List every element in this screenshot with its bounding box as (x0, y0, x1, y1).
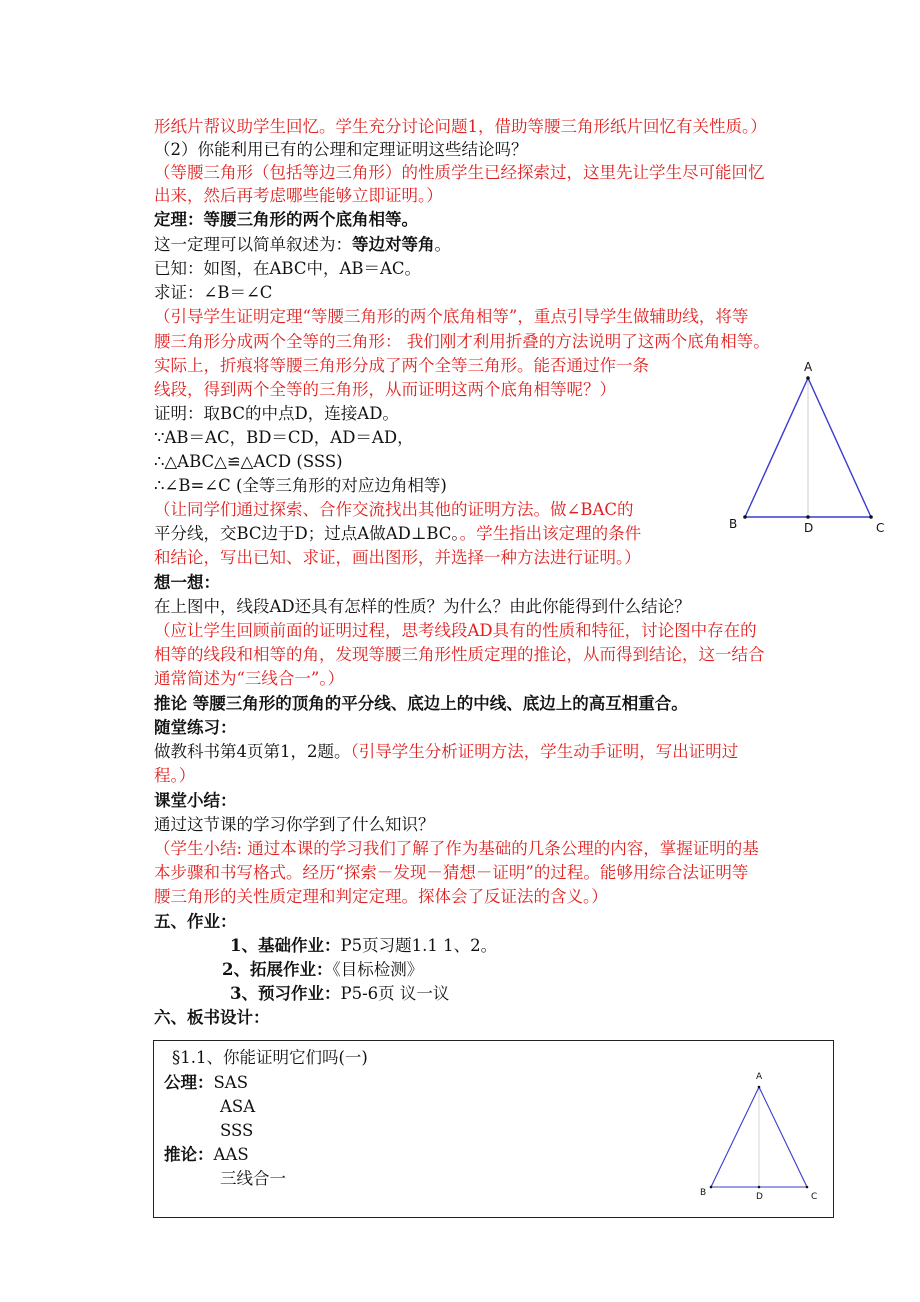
section-heading: 想一想： (154, 573, 220, 592)
corollary-heading: 推论 等腰三角形的顶角的平分线、底边上的中线、底边上的高互相重合。 (154, 694, 688, 713)
vertex-label-a: A (804, 360, 813, 374)
text-line: 程。） (154, 766, 196, 785)
text-line: 形纸片帮议助学生回忆。学生充分讨论问题1，借助等腰三角形纸片回忆有关性质。） (154, 117, 767, 136)
theorem-heading: 定理：等腰三角形的两个底角相等。 (154, 210, 418, 229)
board-label-a: A (756, 1072, 763, 1082)
section-heading: 课堂小结： (154, 791, 237, 810)
text-line: 证明：取BC的中点D，连接AD。 (154, 404, 399, 423)
board-label-d: D (756, 1192, 763, 1202)
homework-item: 1、基础作业：P5页习题1.1 1、2。 (230, 936, 498, 955)
section-heading: 五、作业： (154, 912, 237, 931)
text-line: 已知：如图，在ABC中，AB＝AC。 (154, 259, 422, 278)
text-line: 本步骤和书写格式。经历“探索－发现－猜想－证明”的过程。能够用综合法证明等 (154, 863, 749, 882)
blackboard-design-box (153, 1040, 834, 1218)
board-corollary: 三线合一 (220, 1169, 286, 1188)
section-heading: 六、板书设计： (154, 1008, 270, 1027)
vertex-label-c: C (876, 521, 885, 535)
text-line: 线段，得到两个全等的三角形，从而证明这两个底角相等呢？） (154, 380, 616, 399)
board-axiom-row: 公理：SAS (164, 1073, 249, 1092)
homework-item: 3、预习作业：P5-6页 议一议 (230, 984, 450, 1003)
text-line: ∴∠B=∠C (全等三角形的对应边角相等) (154, 476, 447, 495)
text-line: 出来，然后再考虑哪些能够立即证明。） (154, 186, 443, 205)
text-line: 腰三角形的关性质定理和判定定理。探体会了反证法的含义。） (154, 887, 608, 906)
text-line: 做教科书第4页第1，2题。（引导学生分析证明方法，学生动手证明，写出证明过 (154, 742, 739, 761)
board-corollary-row: 推论：AAS (164, 1145, 249, 1164)
text-line: ∵AB＝AC，BD＝CD，AD＝AD， (154, 428, 414, 447)
text-line: （等腰三角形（包括等边三角形）的性质学生已经探索过，这里先让学生尽可能回忆 (154, 163, 765, 182)
board-axiom: SSS (220, 1121, 254, 1140)
vertex-label-b: B (729, 517, 738, 531)
text-line: （应让学生回顾前面的证明过程，思考线段AD具有的性质和特征，讨论图中存在的 (154, 621, 757, 640)
text-line: （引导学生证明定理“等腰三角形的两个底角相等”，重点引导学生做辅助线，将等 (154, 307, 749, 326)
text-line: 这一定理可以简单叙述为：等边对等角。 (154, 235, 451, 254)
text-line: 相等的线段和相等的角，发现等腰三角形性质定理的推论，从而得到结论，这一结合 (154, 645, 765, 664)
section-heading: 随堂练习： (154, 718, 237, 737)
text-line: 平分线，交BC边于D；过点A做AD⊥BC。。学生指出该定理的条件 (154, 524, 642, 543)
text-line: 实际上，折痕将等腰三角形分成了两个全等三角形。能否通过作一条 (154, 356, 649, 375)
text-line: 求证：∠B＝∠C (154, 283, 273, 302)
text-line: 腰三角形分成两个全等的三角形： 我们刚才利用折叠的方法说明了这两个底角相等。 (154, 332, 770, 351)
board-label-c: C (811, 1192, 818, 1202)
board-axiom: ASA (220, 1097, 256, 1116)
text-line: ∴△ABC△≌△ACD (SSS) (154, 452, 343, 471)
board-title: §1.1、你能证明它们吗(一) (172, 1048, 368, 1067)
text-line: （学生小结: 通过本课的学习我们了解了作为基础的几条公理的内容，掌握证明的基 (154, 839, 759, 858)
text-line: 通常简述为“三线合一”。） (154, 669, 345, 688)
text-line: （让同学们通过探索、合作交流找出其他的证明方法。做∠BAC的 (154, 500, 634, 519)
text-line: （2）你能利用已有的公理和定理证明这些结论吗？ (154, 140, 528, 159)
triangle-diagram (726, 358, 896, 540)
board-label-b: B (700, 1188, 707, 1198)
text-line: 通过这节课的学习你学到了什么知识？ (154, 815, 435, 834)
homework-item: 2、拓展作业：《目标检测》 (222, 960, 424, 979)
text-line: 和结论，写出已知、求证，画出图形，并选择一种方法进行证明。） (154, 548, 641, 567)
vertex-label-d: D (804, 521, 814, 535)
board-triangle-diagram (699, 1065, 824, 1205)
text-line: 在上图中，线段AD还具有怎样的性质？为什么？由此你能得到什么结论？ (154, 597, 691, 616)
